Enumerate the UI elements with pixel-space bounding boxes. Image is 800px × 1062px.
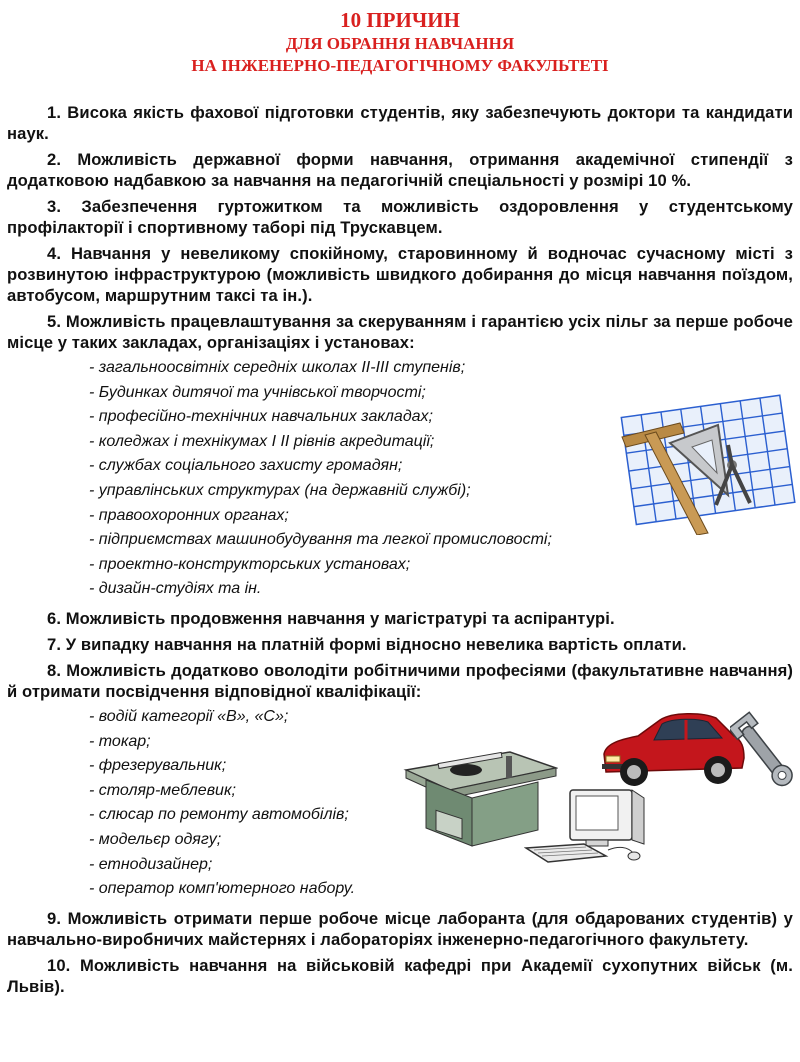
reason-5: 5. Можливість працевлаштування за скеруванням і гарантією усіх пільг за перше робоче місце у таких закладах, організаціях і установах: <box>7 312 793 352</box>
reasons-list <box>7 102 793 1002</box>
list-item: - дизайн-студіях та ін. <box>89 580 262 598</box>
list-item: - оператор комп'ютерного набору. <box>89 880 356 898</box>
drafting-tools-icon <box>600 385 800 535</box>
list-item: - етнодизайнер; <box>89 855 213 873</box>
reason-2: 2. Можливість державної форми навчання, отримання академічної стипендії з додатковою надбавкою за навчання на педагогічній спеціальності у розмірі 10 %. <box>7 150 793 190</box>
reason-6: 6. Можливість продовження навчання у магістратурі та аспірантурі. <box>47 608 615 628</box>
computer-monitor-icon <box>524 786 648 864</box>
title-line-3: НА ІНЖЕНЕРНО-ПЕДАГОГІЧНОМУ ФАКУЛЬТЕТІ <box>191 56 609 75</box>
list-item: - управлінських структурах (на державній службі); <box>89 481 471 499</box>
list-item: - загальноосвітніх середніх школах ІІ-ІІІ ступенів; <box>89 359 466 376</box>
list-item: - столяр-меблевик; <box>89 781 236 799</box>
list-item: - професійно-технічних навчальних закладах; <box>89 408 433 426</box>
list-item: - фрезерувальник; <box>89 757 227 775</box>
red-car-icon <box>598 706 746 792</box>
reason-9: 9. Можливість отримати перше робоче місце лаборанта (для обдарованих студентів) у навчально-виробничих майстернях і лабораторіях інженерно-педагогічного факультету. <box>7 908 793 949</box>
reason-8: 8. Можливість додатково оволодіти робітничими професіями (факультативне навчання) й отримати посвідчення відповідної кваліфікації: <box>7 660 793 701</box>
list-item: - водій категорії «В», «С»; <box>89 707 289 725</box>
reason-10: 10. Можливість навчання на військовій кафедрі при Академії сухопутних військ (м. Львів). <box>7 955 793 996</box>
list-item: - слюсар по ремонту автомобілів; <box>89 806 349 824</box>
list-item: - токар; <box>89 732 151 750</box>
list-item: - службах соціального захисту громадян; <box>89 457 403 475</box>
reason-7: 7. У випадку навчання на платній формі відносно невелика вартість оплати. <box>47 634 687 654</box>
reason-1: 1. Висока якість фахової підготовки студентів, яку забезпечують доктори та кандидати наук. <box>7 103 793 143</box>
list-item: - коледжах і технікумах І ІІ рівнів акредитації; <box>89 432 435 450</box>
reason-3: 3. Забезпечення гуртожитком та можливість оздоровлення у студентському профілакторії і спортивному таборі під Трускавцем. <box>7 197 793 237</box>
reason-4: 4. Навчання у невеликому спокійному, старовинному й водночас сучасному місті з розвинутою інфраструктурою (можливість швидкого добирання до місця навчання поїздом, автобусом, маршрутним таксі та ін.). <box>7 244 793 305</box>
list-item: - правоохоронних органах; <box>89 506 289 524</box>
title-line-2: ДЛЯ ОБРАННЯ НАВЧАННЯ <box>285 34 515 53</box>
title-line-1: 10 ПРИЧИН <box>340 8 460 32</box>
wrench-icon <box>730 708 796 794</box>
list-item: - підприємствах машинобудування та легкої промисловості; <box>89 531 552 549</box>
list-item: - модельєр одягу; <box>89 830 222 848</box>
list-item: - проектно-конструкторських установах; <box>89 555 411 573</box>
list-item: - Будинках дитячої та учнівської творчості; <box>89 383 426 401</box>
